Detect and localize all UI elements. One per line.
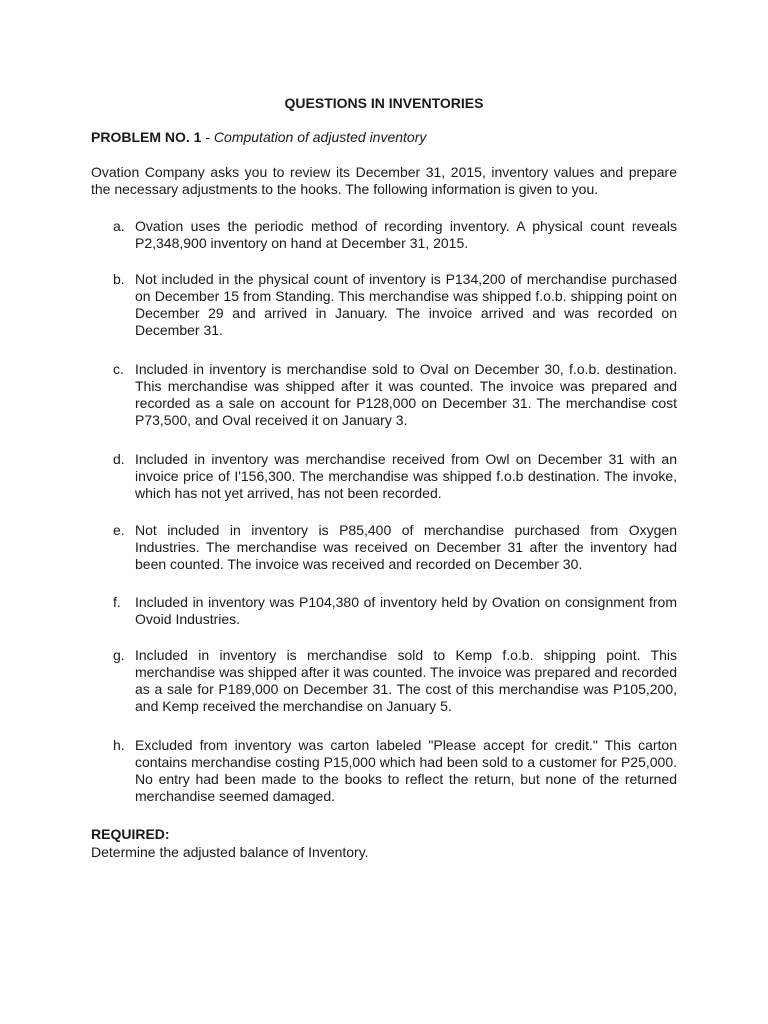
list-item-e	[91, 522, 677, 573]
item-text: Included in inventory is merchandise sold to Kemp f.o.b. shipping point. This merchandise was shipped after it was counted. The invoice was prepared and recorded as a sale for P189,000 on December 31. The cost of this merchandise was P105,200, and Kemp received the merchandise on January 5.	[135, 647, 677, 714]
item-text: Ovation uses the periodic method of recording inventory. A physical count reveals P2,348,900 inventory on hand at December 31, 2015.	[135, 218, 677, 251]
item-letter: e.	[113, 522, 125, 538]
item-text: Included in inventory is merchandise sold to Oval on December 30, f.o.b. destination. This merchandise was shipped after it was counted. The invoice was prepared and recorded as a sale on account for P128,000 on December 31. The merchandise cost P73,500, and Oval received it on January 3.	[135, 361, 677, 428]
list-item-h	[91, 737, 677, 805]
item-letter: a.	[113, 218, 125, 234]
item-letter: g.	[113, 647, 125, 663]
problem-heading	[91, 129, 426, 146]
item-letter: b.	[113, 271, 125, 287]
list-item-g	[91, 647, 677, 715]
required-label: REQUIRED:	[91, 826, 170, 842]
required-text: Determine the adjusted balance of Inventory.	[91, 844, 369, 860]
item-letter: c.	[113, 361, 124, 377]
item-text: Not included in the physical count of inventory is P134,200 of merchandise purchased on December 15 from Standing. This merchandise was shipped f.o.b. shipping point on December 29 and arrived in January. The invoice arrived and was recorded on December 31.	[135, 271, 677, 338]
list-item-d	[91, 451, 677, 502]
list-item-f	[91, 594, 677, 628]
list-item-a	[91, 218, 677, 252]
list-item-b	[91, 271, 677, 339]
problem-label: PROBLEM NO. 1	[91, 129, 202, 145]
problem-separator: -	[201, 129, 214, 145]
problem-subtitle: Computation of adjusted inventory	[213, 129, 427, 145]
list-item-c	[91, 361, 677, 429]
item-letter: f.	[113, 594, 121, 610]
item-text: Excluded from inventory was carton labeled "Please accept for credit." This carton contains merchandise costing P15,000 which had been sold to a customer for P25,000. No entry had been made to the books to reflect the return, but none of the returned merchandise seemed damaged.	[135, 737, 677, 804]
item-text: Included in inventory was P104,380 of inventory held by Ovation on consignment from Ovoid Industries.	[135, 594, 677, 627]
item-letter: h.	[113, 737, 125, 753]
item-letter: d.	[113, 451, 125, 467]
item-text: Included in inventory was merchandise received from Owl on December 31 with an invoice price of I'156,300. The merchandise was shipped f.o.b destination. The invoke, which has not yet arrived, has not been recorded.	[135, 451, 677, 501]
intro-paragraph: Ovation Company asks you to review its December 31, 2015, inventory values and prepare the necessary adjustments to the hooks. The following information is given to you.	[91, 164, 677, 197]
document-title: QUESTIONS IN INVENTORIES	[284, 95, 484, 111]
item-text: Not included in inventory is P85,400 of merchandise purchased from Oxygen Industries. The merchandise was received on December 31 after the inventory had been counted. The invoice was received and recorded on December 30.	[135, 522, 677, 572]
